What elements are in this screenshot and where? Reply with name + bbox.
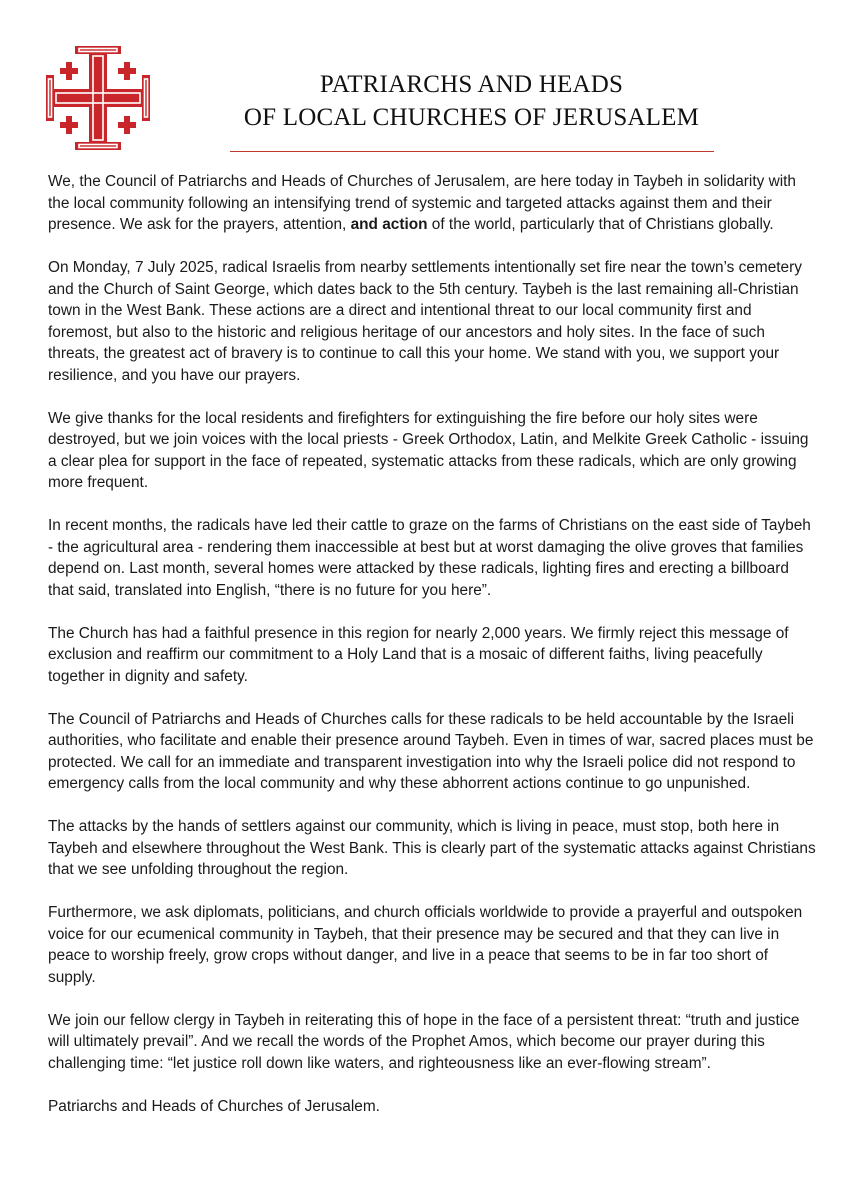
paragraph-5: The Church has had a faithful presence in this region for nearly 2,000 years. We firmly reject this message of exclusion and reaffirm our commitment to a Holy Land that is a mosaic of different faiths, living peacefully together in dignity and safety. xyxy=(48,624,789,685)
jerusalem-cross-icon xyxy=(42,42,154,154)
letterhead xyxy=(0,0,858,160)
page-title xyxy=(200,68,743,134)
paragraph-7: The attacks by the hands of settlers against our community, which is living in peace, must stop, both here in Taybeh and elsewhere throughout the West Bank. This is clearly part of the systematic attacks against Christians that we see unfolding throughout the region. xyxy=(48,818,816,878)
paragraph-2: On Monday, 7 July 2025, radical Israelis from nearby settlements intentionally set fire near the town’s cemetery and the Church of Saint George, which dates back to the 5th century. Taybeh is the last remaining all-Christian town in the West Bank. These actions are a direct and intentional threat to our local community first and foremost, but also to the historic and religious heritage of our ancestors and holy sites. In the face of such threats, the greatest act of bravery is to continue to call this your home. We stand with you, we support your resilience, and you have our prayers. xyxy=(48,259,802,384)
paragraph-1-text-a: We, the Council of Patriarchs and Heads of Churches of Jerusalem, are here today in Taybeh in solidarity with the local community following an intensifying trend of systemic and targeted attacks against them and their presence. We ask for the prayers, attention, xyxy=(48,173,796,233)
paragraph-9: We join our fellow clergy in Taybeh in reiterating this of hope in the face of a persistent threat: “truth and justice will ultimately prevail”. And we recall the words of the Prophet Amos, which become our prayer during this challenging time: “let justice roll down like waters, and righteousness like an ever-flowing stream”. xyxy=(48,1011,800,1072)
title-divider xyxy=(230,151,714,152)
paragraph-1-text-b: of the world, particularly that of Christians globally. xyxy=(427,216,774,233)
title-line-1: PATRIARCHS AND HEADS xyxy=(319,71,624,98)
letter-body xyxy=(48,171,818,1117)
title-line-2: OF LOCAL CHURCHES OF JERUSALEM xyxy=(243,104,700,131)
paragraph-1-bold: and action xyxy=(350,216,428,233)
paragraph-3: We give thanks for the local residents and firefighters for extinguishing the fire before our holy sites were destroyed, but we join voices with the local priests - Greek Orthodox, Latin, and Melkite Greek Catholic - issuing a clear plea for support in the face of repeated, systematic attacks from these radicals, which are only growing more frequent. xyxy=(48,409,809,491)
paragraph-1 xyxy=(48,171,818,236)
paragraph-6: The Council of Patriarchs and Heads of Churches calls for these radicals to be held accountable by the Israeli authorities, who facilitate and enable their presence around Taybeh. Even in times of war, sacred places must be protected. We call for an immediate and transparent investigation into why the Israeli police did not respond to emergency calls from the local community and why these abhorrent actions continue to go unpunished. xyxy=(48,710,814,792)
paragraph-4: In recent months, the radicals have led their cattle to graze on the farms of Christians on the east side of Taybeh - the agricultural area - rendering them inaccessible at best but at worst damaging the olive groves that families depend on. Last month, several homes were attacked by these radicals, lighting fires and erecting a billboard that said, translated into English, “there is no future for you here”. xyxy=(48,517,811,599)
signature: Patriarchs and Heads of Churches of Jerusalem. xyxy=(48,1097,380,1115)
paragraph-8: Furthermore, we ask diplomats, politicians, and church officials worldwide to provide a prayerful and outspoken voice for our ecumenical community in Taybeh, that their presence may be secured and that they can live in peace to worship freely, grow crops without danger, and live in a peace that seems to be in far too short of supply. xyxy=(48,904,803,986)
